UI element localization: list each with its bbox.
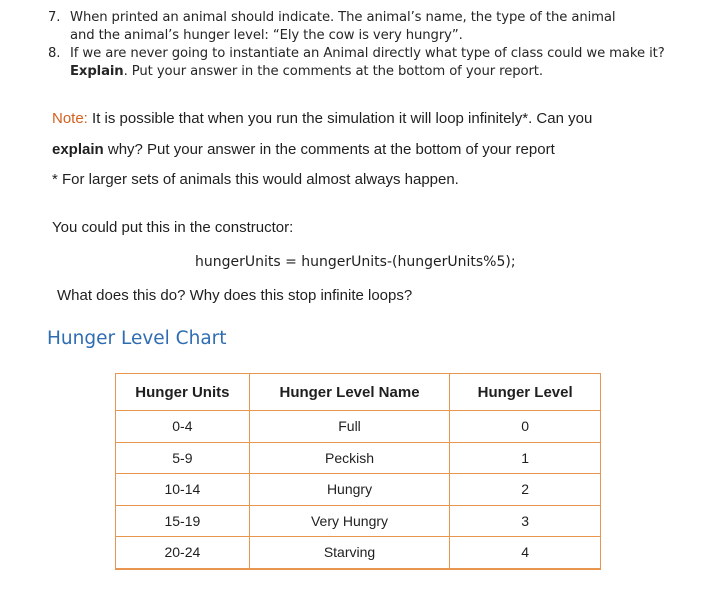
table-cell: 20-24 bbox=[116, 537, 250, 569]
section-heading: Hunger Level Chart bbox=[47, 328, 227, 349]
table-cell: Starving bbox=[249, 537, 450, 569]
table-header-row bbox=[116, 374, 601, 411]
emphasis-text: explain bbox=[52, 140, 104, 158]
hunger-level-table bbox=[115, 373, 601, 570]
table-cell: 15-19 bbox=[116, 505, 250, 537]
column-header: Hunger Units bbox=[116, 374, 250, 411]
table-cell: 0 bbox=[450, 411, 601, 443]
column-header: Hunger Level Name bbox=[249, 374, 450, 411]
note-footnote: * For larger sets of animals this would almost always happen. bbox=[52, 171, 459, 188]
table-cell: 1 bbox=[450, 442, 601, 474]
table-cell: 5-9 bbox=[116, 442, 250, 474]
table-cell: 2 bbox=[450, 474, 601, 506]
table-row bbox=[116, 411, 601, 443]
table-row bbox=[116, 474, 601, 506]
question-text: What does this do? Why does this stop infinite loops? bbox=[57, 287, 413, 304]
emphasis-text: Explain bbox=[70, 64, 124, 79]
list-item-line bbox=[70, 63, 714, 81]
table-cell: 0-4 bbox=[116, 411, 250, 443]
code-line: hungerUnits = hungerUnits-(hungerUnits%5); bbox=[195, 254, 516, 270]
list-item-line: If we are never going to instantiate an Animal directly what type of class could we make it? bbox=[70, 46, 665, 61]
list-item bbox=[34, 9, 714, 45]
column-header: Hunger Level bbox=[450, 374, 601, 411]
note-line bbox=[52, 104, 692, 135]
note-text: It is possible that when you run the simulation it will loop infinitely*. Can you bbox=[87, 110, 593, 127]
list-item-line: and the animal’s hunger level: “Ely the cow is very hungry”. bbox=[70, 28, 463, 43]
constructor-intro: You could put this in the constructor: bbox=[52, 219, 294, 236]
table-row bbox=[116, 442, 601, 474]
note-line bbox=[52, 135, 692, 166]
note-text: why? Put your answer in the comments at the bottom of your report bbox=[103, 140, 555, 158]
instruction-list bbox=[34, 9, 714, 81]
note-block bbox=[52, 104, 692, 196]
table-row bbox=[116, 505, 601, 537]
list-item-number: 8. bbox=[48, 46, 61, 61]
table-cell: Very Hungry bbox=[249, 505, 450, 537]
table-cell: Full bbox=[249, 411, 450, 443]
table-cell: 4 bbox=[450, 537, 601, 569]
list-item bbox=[34, 45, 714, 81]
table-row bbox=[116, 537, 601, 569]
list-item-line: When printed an animal should indicate. The animal’s name, the type of the animal bbox=[70, 10, 616, 25]
note-label: Note: bbox=[52, 110, 88, 127]
table-cell: 3 bbox=[450, 505, 601, 537]
table-cell: 10-14 bbox=[116, 474, 250, 506]
list-item-number: 7. bbox=[48, 10, 61, 25]
table-cell: Hungry bbox=[249, 474, 450, 506]
list-item-text: . Put your answer in the comments at the bottom of your report. bbox=[123, 64, 543, 79]
table-cell: Peckish bbox=[249, 442, 450, 474]
